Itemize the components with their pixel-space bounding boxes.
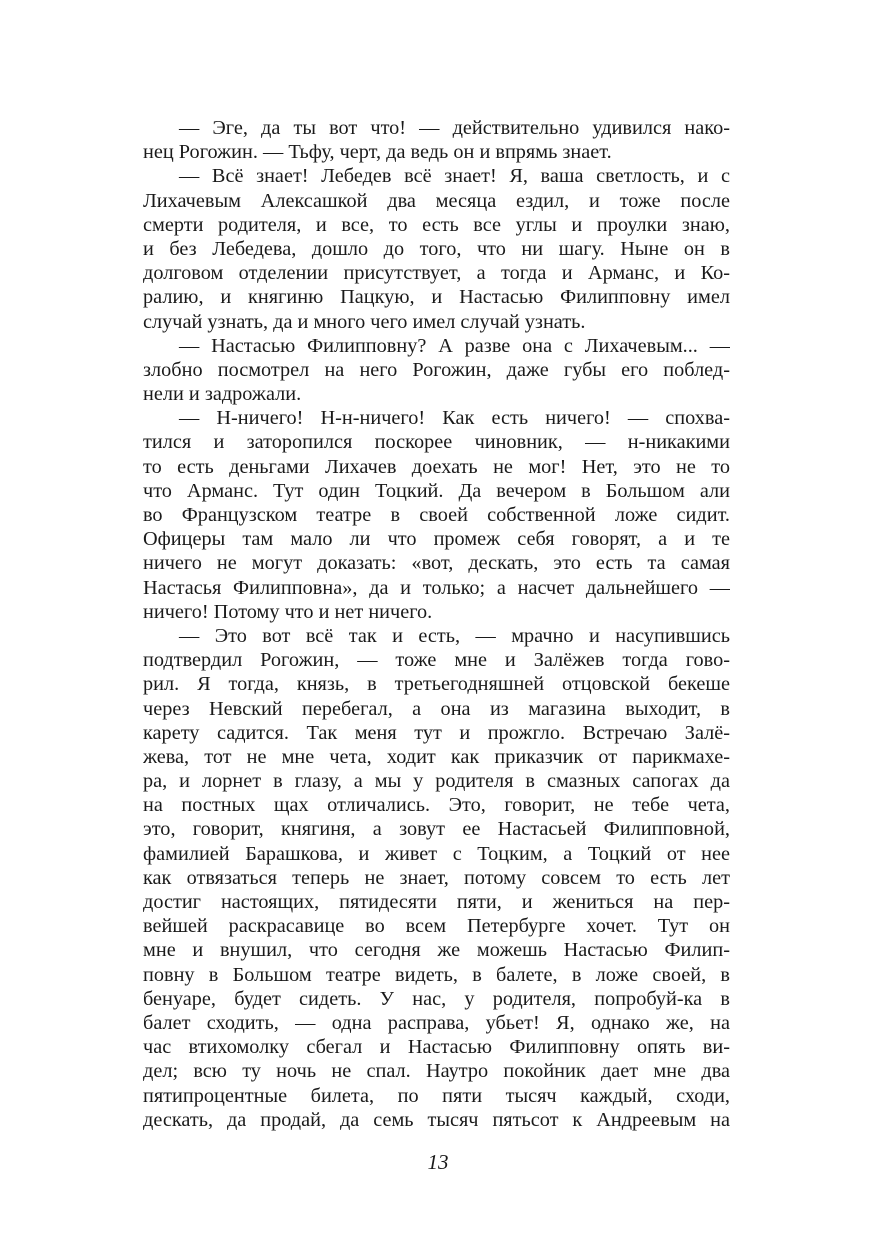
text-line: через Невский перебегал, а она из магазина выходит, в [143, 697, 730, 720]
text-line: ралию, и княгиню Пацкую, и Настасью Филипповну имел [143, 286, 730, 309]
text-line: смерти родителя, и все, то есть все углы и проулки знаю, [143, 213, 730, 236]
page-body [143, 116, 730, 1132]
text-line: — Настасью Филипповну? А разве она с Лихачевым... — [179, 334, 730, 357]
text-line: и без Лебедева, дошло до того, что ни шагу. Ныне он в [143, 237, 730, 260]
text-line: час втихомолку сбегал и Настасью Филипповну опять ви- [143, 1036, 730, 1059]
text-line: карету садится. Так меня тут и прожгло. Встречаю Залё- [143, 721, 730, 744]
text-line: долговом отделении присутствует, а тогда и Арманс, и Ко- [143, 262, 730, 285]
text-line: фамилией Барашкова, и живет с Тоцким, а Тоцкий от нее [143, 842, 730, 865]
text-line: — Это вот всё так и есть, — мрачно и насупившись [179, 624, 730, 647]
text-line: на постных щах отличались. Это, говорит, не тебе чета, [143, 794, 730, 817]
text-line: случай узнать, да и много чего имел случай узнать. [143, 310, 586, 333]
text-line: вейшей раскрасавице во всем Петербурге хочет. Тут он [143, 915, 730, 938]
text-line: ра, и лорнет в глазу, а мы у родителя в смазных сапогах да [143, 770, 730, 793]
text-line: как отвязаться теперь не знает, потому совсем то есть лет [143, 866, 730, 889]
text-block [143, 116, 730, 1132]
text-line: ничего не могут доказать: «вот, дескать, это есть та самая [143, 552, 730, 575]
text-line: что Арманс. Тут один Тоцкий. Да вечером в Большом али [143, 479, 730, 502]
text-line: Настасья Филипповна», да и только; а насчет дальнейшего — [143, 576, 730, 599]
text-line: повну в Большом театре видеть, в балете, в ложе своей, в [143, 963, 730, 986]
text-line: рил. Я тогда, князь, в третьегодняшней отцовской бекеше [143, 673, 730, 696]
text-line: — Эге, да ты вот что! — действительно удивился нако- [179, 117, 730, 139]
page-number: 13 [427, 1150, 449, 1174]
text-line: нели и задрожали. [143, 383, 302, 406]
text-line: дел; всю ту ночь не спал. Наутро покойник дает мне два [143, 1060, 730, 1083]
text-line: тился и заторопился поскорее чиновник, — н-никакими [143, 431, 730, 454]
text-line: — Н-ничего! Н-н-ничего! Как есть ничего! — спохва- [179, 407, 730, 430]
text-line: балет сходить, — одна расправа, убьет! Я, однако же, на [143, 1011, 730, 1034]
text-line: достиг настоящих, пятидесяти пяти, и жениться на пер- [143, 891, 730, 913]
text-line: — Всё знает! Лебедев всё знает! Я, ваша светлость, и с [179, 165, 730, 188]
text-line: мне и внушил, что сегодня же можешь Настасью Филип- [143, 939, 730, 962]
text-line: то есть деньгами Лихачев доехать не мог! Нет, это не то [143, 455, 730, 478]
text-line: во Французском театре в своей собственной ложе сидит. [143, 504, 730, 526]
text-line: пятипроцентные билета, по пяти тысяч каждый, сходи, [143, 1084, 730, 1107]
text-line: это, говорит, княгиня, а зовут ее Настасьей Филипповной, [143, 818, 730, 841]
text-line: ничего! Потому что и нет ничего. [143, 600, 433, 623]
text-line: жева, тот не мне чета, ходит как приказчик от парикмахе- [143, 745, 730, 768]
text-line: злобно посмотрел на него Рогожин, даже губы его поблед- [143, 358, 730, 381]
text-line: нец Рогожин. — Тьфу, черт, да ведь он и впрямь знает. [143, 141, 612, 164]
text-line: Офицеры там мало ли что промеж себя говорят, а и те [143, 528, 730, 551]
text-line: дескать, да продай, да семь тысяч пятьсот к Андреевым на [143, 1108, 730, 1131]
text-line: бенуаре, будет сидеть. У нас, у родителя, попробуй-ка в [143, 987, 730, 1010]
text-line: Лихачевым Алексашкой два месяца ездил, и тоже после [143, 189, 730, 212]
text-line: подтвердил Рогожин, — тоже мне и Залёжев тогда гово- [143, 649, 730, 672]
